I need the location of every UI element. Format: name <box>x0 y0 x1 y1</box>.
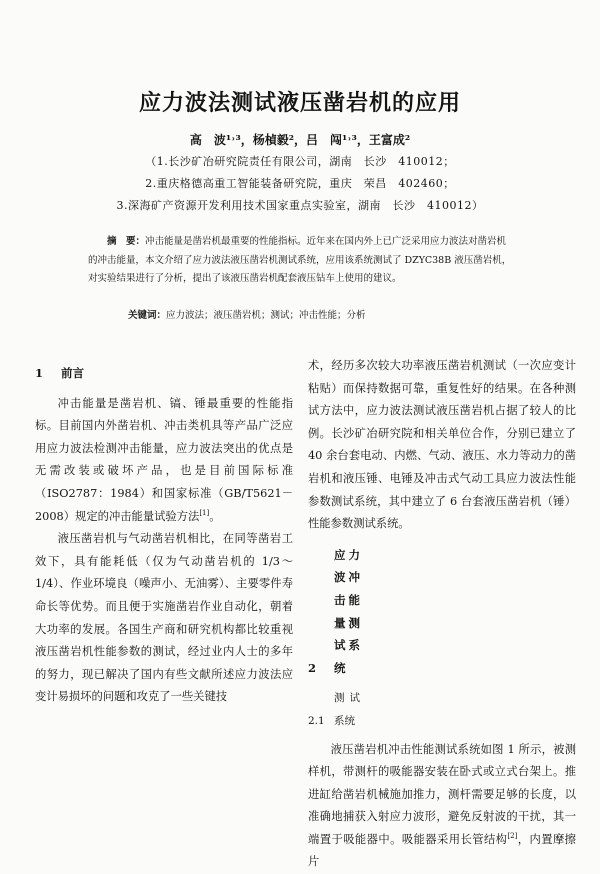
abstract-text: 冲击能量是凿岩机最重要的性能指标。近年来在国内外上已广泛采用应力波法对凿岩机的冲击能量，本文介绍了应力波法液压凿岩机测试系统，应用该系统测试了 DZYC38B 液压凿岩机，对实验结果进行了分析，提出了该液压凿岩机配套液压钻车上使用的建议。 <box>88 236 511 284</box>
section-2-heading <box>308 544 576 680</box>
citation-1: [1] <box>199 509 209 517</box>
subsection-2-1-title: 测试系统 <box>334 687 360 732</box>
section-1-number: 1 <box>35 362 61 385</box>
section-1-paragraph-1: 冲击能量是凿岩机、镐、锤最重要的性能指标。目前国内外凿岩机、冲击类机具等产品广泛应用应力波法检测冲击能量，应力波法突出的优点是无需改装或破坏产品，也是目前国际标准（ISO2787：1984）和国家标准（GB/T5621－2008）规定的冲击能量试验方法[1]。 <box>35 393 293 529</box>
subsection-2-1-heading <box>308 687 576 732</box>
left-column <box>35 355 293 709</box>
section-1-paragraph-2: 液压凿岩机与气动凿岩机相比，在同等凿岩工效下，具有能耗低（仅为气动凿岩机的 1/3～1/4）、作业环境良（噪声小、无油雾）、主要零件寿命长等优势。而且便于实施凿岩作业自动化，朝着大功率的发展。各国生产商和研究机构都比较重视液压凿岩机性能参数的测试，经过业内人士的多年的努力，现已解决了国内有些文献所述应力波法应变计易损坏的问题和攻克了一些关键技 <box>35 528 293 709</box>
right-column <box>308 355 576 874</box>
section-1-paragraph-2-continued: 术，经历多次较大功率液压凿岩机测试（一次应变计粘贴）而保持数据可靠，重复性好的结果。在各种测试方法中，应力波法测试液压凿岩机占据了较人的比例。长沙矿冶研究院和相关单位合作，分别已建立了 40 余台套电动、内燃、气动、液压、水力等动力的凿岩机和液压锤、电锤及冲击式气动工具应力波法性能参数测试系统，其中建立了 6 台套液压凿岩机（锤）性能参数测试系统。 <box>308 355 576 536</box>
section-2-number: 2 <box>308 657 334 680</box>
citation-2: [2] <box>507 832 517 840</box>
keywords-label: 关键词： <box>128 310 166 321</box>
keywords <box>128 307 528 321</box>
affiliation-2: 2.重庆格德高重工智能装备研究院，重庆 荣昌 402460； <box>0 175 600 191</box>
abstract-label: 摘 要： <box>107 236 145 247</box>
author-line: 高 波¹˒³，杨楨毅²，吕 闯¹˒³，王富成² <box>0 131 600 148</box>
section-2-title: 应力波冲击能量测试系统 <box>334 544 360 680</box>
paper-title: 应力波法测试液压凿岩机的应用 <box>0 86 600 117</box>
abstract <box>88 233 513 289</box>
affiliation-3: 3.深海矿产资源开发利用技术国家重点实验室，湖南 长沙 410012） <box>0 197 600 213</box>
subsection-2-1-paragraph: 液压凿岩机冲击性能测试系统如图 1 所示，被测样机，带测杆的吸能器安装在卧式或立式台架上。推进缸给凿岩机械施加推力，测杆需要足够的长度，以准确地捕获入射应力波形，避免反射波的干扰，其一端置于吸能器中。吸能器采用长管结构[2]，内置摩擦片 <box>308 739 576 874</box>
subsection-2-1-number: 2.1 <box>308 710 334 733</box>
section-1-heading <box>35 362 293 385</box>
keywords-text: 应力波法；液压凿岩机；测试；冲击性能；分析 <box>166 310 366 321</box>
section-1-title: 前言 <box>61 362 87 385</box>
affiliation-1: （1.长沙矿冶研究院责任有限公司，湖南 长沙 410012； <box>0 153 600 169</box>
